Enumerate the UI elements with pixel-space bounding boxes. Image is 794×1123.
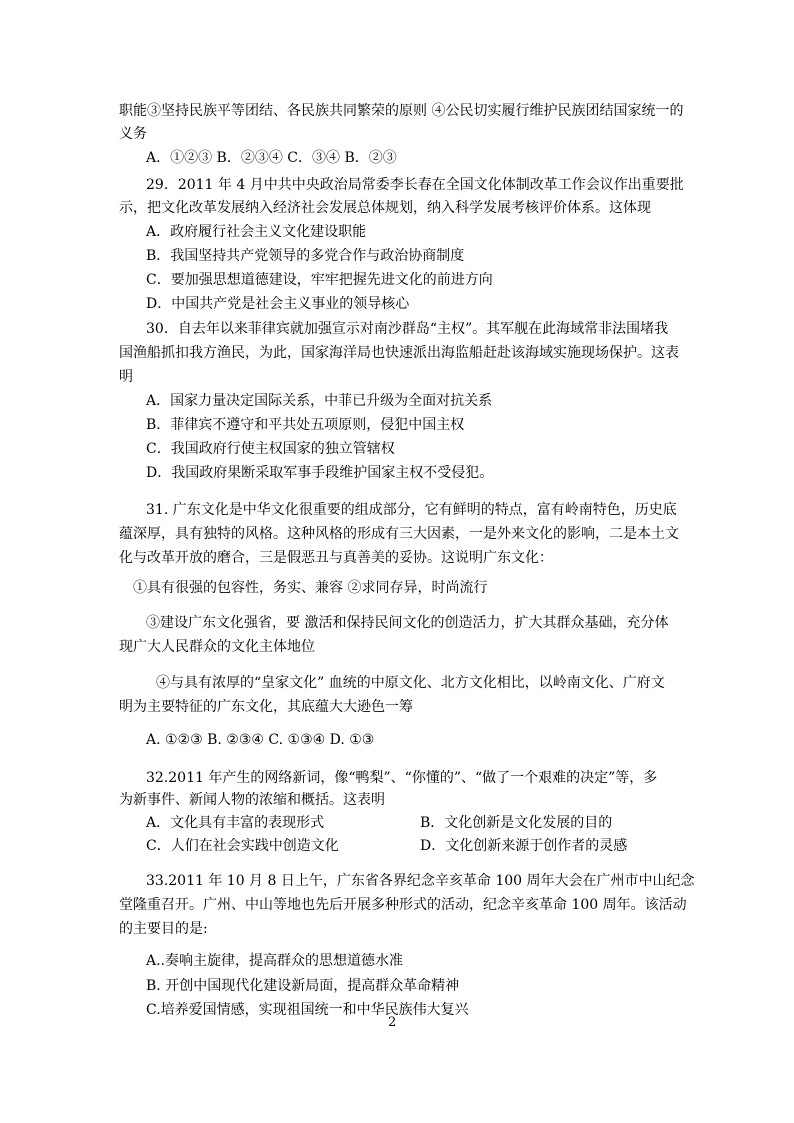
option-b: B．我国坚持共产党领导的多党合作与政治协商制度 (146, 248, 465, 264)
question-29: 29．2011 年 4 月中共中央政治局常委李长春在全国文化体制改革工作会议作出重要批 (146, 177, 684, 193)
question-32: 32.2011 年产生的网络新词，像“鸭梨”、“你懂的”、“做了一个艰难的决定”等，多 (146, 770, 658, 786)
statement-4: ④与具有浓厚的“皇家文化” 血统的中原文化、北方文化相比，以岭南文化、广府文 (156, 675, 665, 691)
text-line: 职能③坚持民族平等团结、各民族共同繁荣的原则 ④公民切实履行维护民族团结国家统一的 (119, 103, 684, 119)
text-line: 化与改革开放的磨合，三是假恶丑与真善美的妥协。这说明广东文化： (119, 550, 553, 566)
text-line: 国渔船抓扣我方渔民，为此，国家海洋局也快速派出海监船赶赴该海域实施现场保护。这表 (119, 345, 679, 361)
text-line: 蕴深厚，具有独特的风格。这种风格的形成有三大因素，一是外来文化的影响，二是本土文 (119, 526, 679, 542)
option-c: C.培养爱国情感，实现祖国统一和中华民族伟大复兴 (146, 1002, 469, 1018)
text-line: 明 (119, 369, 133, 385)
option-a: A..奏响主旋律，提高群众的思想道德水准 (146, 953, 404, 969)
page-number: 2 (388, 1015, 397, 1030)
option-b: B．文化创新是文化发展的目的 (420, 815, 613, 831)
option-a: A．文化具有丰富的表现形式 (146, 815, 325, 831)
option-d: D．中国共产党是社会主义事业的领导核心 (146, 296, 410, 312)
option-b: B．菲律宾不遵守和平共处五项原则，侵犯中国主权 (146, 417, 465, 433)
option-c: C．我国政府行使主权国家的独立管辖权 (146, 441, 395, 457)
statement-1-2: ①具有很强的包容性，务实、兼容 ②求同存异，时尚流行 (133, 580, 488, 596)
option-c: C．要加强思想道德建设，牢牢把握先进文化的前进方向 (146, 272, 493, 288)
text-line: 明为主要特征的广东文化，其底蕴大大逊色一筹 (119, 699, 413, 715)
text-line: 的主要目的是: (119, 921, 208, 937)
statement-3: ③建设广东文化强省，要 激活和保持民间文化的创造活力，扩大其群众基础，充分体 (146, 615, 669, 631)
text-line: 为新事件、新闻人物的浓缩和概括。这表明 (119, 792, 385, 808)
text-line: 义务 (119, 126, 147, 142)
answer-options: A．①②③ B．②③④ C．③④ B．②③ (146, 150, 397, 166)
text-line: 堂隆重召开。广州、中山等地也先后开展多种形式的活动，纪念辛亥革命 100 周年。该活动 (119, 897, 687, 913)
option-d: D．文化创新来源于创作者的灵感 (420, 838, 628, 854)
text-line: 示，把文化改革发展纳入经济社会发展总体规划，纳入科学发展考核评价体系。这体现 (119, 200, 651, 216)
answer-options: A. ①②③ B. ②③④ C. ①③④ D. ①③ (146, 732, 375, 748)
option-d: D．我国政府果断采取军事手段维护国家主权不受侵犯。 (146, 465, 494, 481)
question-30: 30．自去年以来菲律宾就加强宣示对南沙群岛“主权”。其军舰在此海域常非法围堵我 (146, 321, 669, 337)
option-b: B. 开创中国现代化建设新局面，提高群众革命精神 (146, 978, 460, 994)
option-c: C．人们在社会实践中创造文化 (146, 838, 339, 854)
option-a: A．国家力量决定国际关系，中菲已升级为全面对抗关系 (146, 393, 493, 409)
text-line: 现广大人民群众的文化主体地位 (119, 639, 315, 655)
option-a: A．政府履行社会主义文化建设职能 (146, 224, 367, 240)
question-31: 31. 广东文化是中华文化很重要的组成部分，它有鲜明的特点，富有岭南特色，历史底 (146, 502, 677, 518)
question-33: 33.2011 年 10 月 8 日上午，广东省各界纪念辛亥革命 100 周年大会在广州市中山纪念 (146, 873, 695, 889)
